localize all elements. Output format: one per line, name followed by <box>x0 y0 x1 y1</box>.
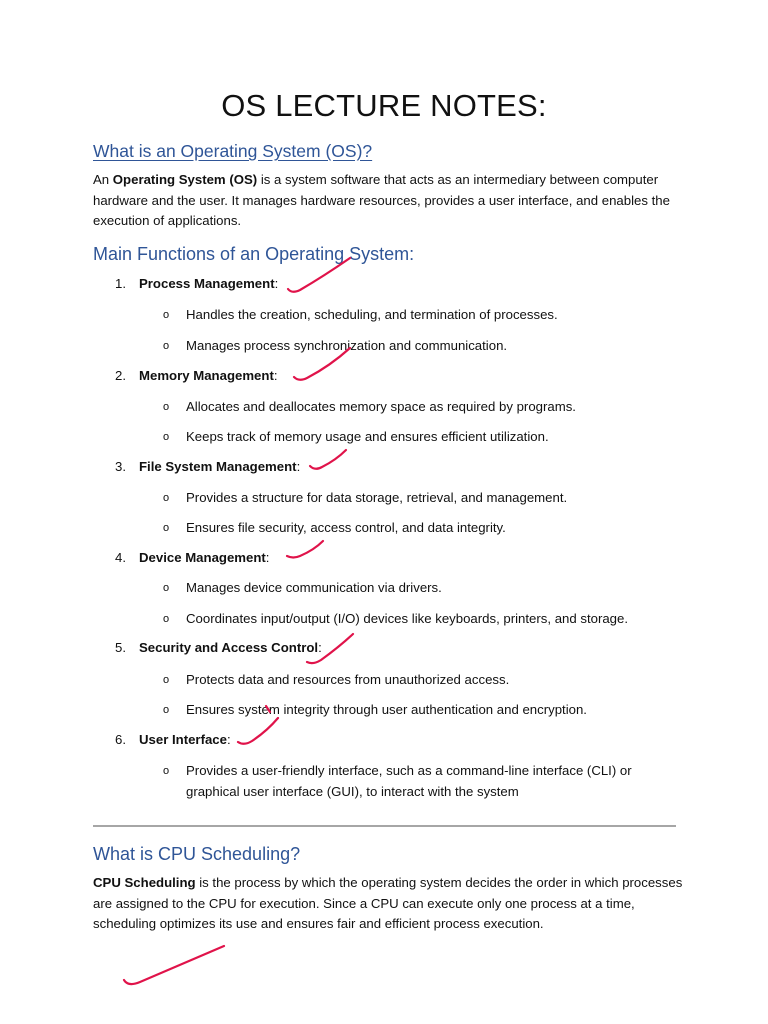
item-label: Device Management <box>139 550 266 565</box>
cpu-scheduling-paragraph <box>93 873 683 935</box>
function-item-file-system-management <box>115 459 300 474</box>
bullet-marker: o <box>163 522 170 534</box>
heading-main-functions: Main Functions of an Operating System: <box>93 244 415 264</box>
os-definition-pre: An <box>93 172 113 187</box>
list-item <box>163 305 668 326</box>
item-number: 5. <box>115 640 126 655</box>
list-item <box>163 518 668 539</box>
bullet-marker: o <box>163 704 170 716</box>
list-item <box>163 761 668 802</box>
list-item <box>163 578 668 599</box>
list-item <box>163 397 668 418</box>
heading-cpu-scheduling: What is CPU Scheduling? <box>93 844 301 864</box>
bullet-marker: o <box>163 765 170 777</box>
bullet-text: Provides a structure for data storage, retrieval, and management. <box>186 490 568 505</box>
list-item <box>163 336 668 357</box>
function-item-security-access-control <box>115 640 322 655</box>
cpu-scheduling-text: is the process by which the operating system decides the order in which processes are assigned to the CPU for execution. Since a CPU can execute only one process at a time, scheduling optimizes its use and ensures fair and efficient process execution. <box>93 875 683 931</box>
bullet-marker: o <box>163 674 170 686</box>
checkmark-icon <box>287 541 323 558</box>
cpu-scheduling-term: CPU Scheduling <box>93 875 196 890</box>
checkmark-icon <box>310 450 346 469</box>
item-colon: : <box>265 550 270 565</box>
item-colon: : <box>296 459 301 474</box>
bullet-text: Ensures system integrity through user authentication and encryption. <box>186 702 587 717</box>
bullet-text: Coordinates input/output (I/O) devices like keyboards, printers, and storage. <box>186 611 629 626</box>
bullet-text: Manages device communication via drivers. <box>186 580 442 595</box>
item-colon: : <box>318 640 322 655</box>
function-item-process-management <box>115 276 278 291</box>
bullet-text: Keeps track of memory usage and ensures efficient utilization. <box>186 429 549 444</box>
bullet-text: Protects data and resources from unauthorized access. <box>186 672 510 687</box>
os-definition-paragraph <box>93 170 683 232</box>
bullet-text: Manages process synchronization and communication. <box>186 338 508 353</box>
item-number: 6. <box>115 732 126 747</box>
bullet-text: Allocates and deallocates memory space as required by programs. <box>186 399 576 414</box>
list-item <box>163 609 668 630</box>
item-label: Security and Access Control <box>139 640 319 655</box>
item-label: User Interface <box>139 732 227 747</box>
item-label: Process Management <box>139 276 275 291</box>
bullet-text: Provides a user-friendly interface, such as a command-line interface (CLI) or graphical user interface (GUI), to interact with the system <box>186 763 632 799</box>
heading-what-is-os: What is an Operating System (OS)? <box>93 141 373 161</box>
item-number: 3. <box>115 459 126 474</box>
os-definition-text: is a system software that acts as an intermediary between computer hardware and the user. It manages hardware resources, provides a user interface, and enables the execution of applications. <box>93 172 670 228</box>
bullet-marker: o <box>163 582 170 594</box>
item-number: 2. <box>115 368 126 383</box>
list-item <box>163 670 668 691</box>
list-item <box>163 700 668 721</box>
bullet-marker: o <box>163 340 170 352</box>
list-item <box>163 488 668 509</box>
os-definition-term: Operating System (OS) <box>112 172 258 187</box>
bullet-marker: o <box>163 309 170 321</box>
item-colon: : <box>273 368 278 383</box>
checkmark-icon <box>124 946 224 984</box>
item-label: Memory Management <box>139 368 274 383</box>
section-divider <box>93 825 676 827</box>
page-title: OS LECTURE NOTES: <box>221 88 547 123</box>
checkmark-icon <box>238 718 278 744</box>
item-colon: : <box>226 732 231 747</box>
function-item-memory-management <box>115 368 278 383</box>
function-item-user-interface <box>115 732 231 747</box>
bullet-marker: o <box>163 401 170 413</box>
item-colon: : <box>274 276 279 291</box>
item-number: 1. <box>115 276 126 291</box>
bullet-marker: o <box>163 431 170 443</box>
item-label: File System Management <box>139 459 297 474</box>
item-number: 4. <box>115 550 126 565</box>
list-item <box>163 427 668 448</box>
function-item-device-management <box>115 550 269 565</box>
bullet-marker: o <box>163 492 170 504</box>
bullet-text: Ensures file security, access control, and data integrity. <box>186 520 506 535</box>
bullet-text: Handles the creation, scheduling, and termination of processes. <box>186 307 558 322</box>
bullet-marker: o <box>163 613 170 625</box>
